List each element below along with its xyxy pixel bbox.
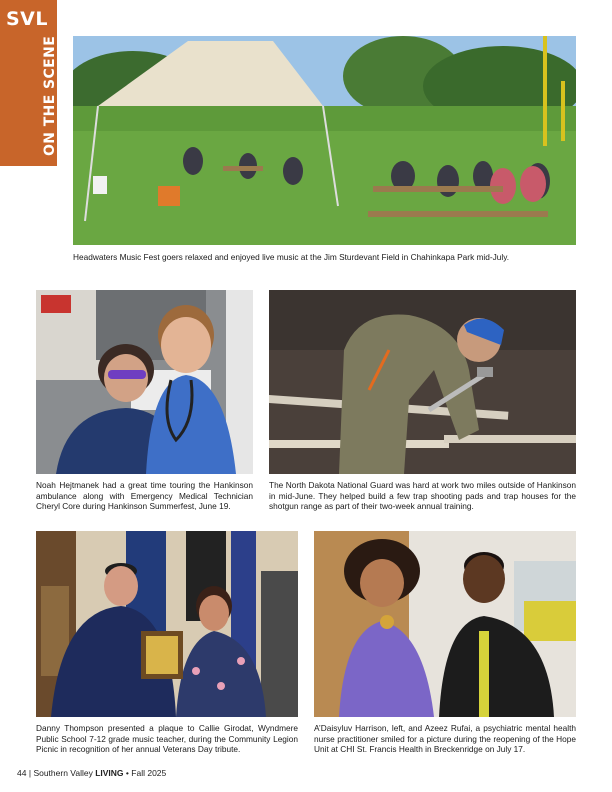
caption-music-fest: Headwaters Music Fest goers relaxed and enjoyed live music at the Jim Sturdevant Field in Chahinkapa Park mid-July. xyxy=(73,252,510,262)
tab-section-title: ON THE SCENE xyxy=(42,35,58,156)
photo-music-fest xyxy=(73,36,576,245)
photo-hope-unit xyxy=(314,531,576,717)
publication-bold: LIVING xyxy=(95,768,124,778)
photo-ambulance xyxy=(36,290,253,474)
photo-plaque xyxy=(36,531,298,717)
page-footer xyxy=(17,768,166,778)
caption-plaque: Danny Thompson presented a plaque to Callie Girodat, Wyndmere Public School 7-12 grade music teacher, during the Community Legion Picnic in recognition of her annual Veterans Day tribute. xyxy=(36,723,298,755)
caption-ambulance: Noah Hejtmanek had a great time touring the Hankinson ambulance along with Emergency Medical Technician Cheryl Core during Hankinson Summerfest, June 19. xyxy=(36,480,253,512)
page-number: 44 xyxy=(17,768,27,778)
footer-separator: | xyxy=(28,768,32,778)
footer-bullet: • xyxy=(125,768,129,778)
publication-prefix: Southern Valley xyxy=(33,768,93,778)
caption-national-guard: The North Dakota National Guard was hard at work two miles outside of Hankinson in mid-June. They helped build a few trap shooting pads and trap houses for the shotgun range as part of their two-week annual training. xyxy=(269,480,576,512)
photo-national-guard xyxy=(269,290,576,474)
issue-label: Fall 2025 xyxy=(131,768,167,778)
tab-abbrev: SVL xyxy=(6,8,48,30)
section-tab xyxy=(0,0,57,166)
caption-hope-unit: A’Daisyluv Harrison, left, and Azeez Rufai, a psychiatric mental health nurse practitioner smiled for a picture during the reopening of the Hope Unit at CHI St. Francis Health in Breckenridge on July 17. xyxy=(314,723,576,755)
